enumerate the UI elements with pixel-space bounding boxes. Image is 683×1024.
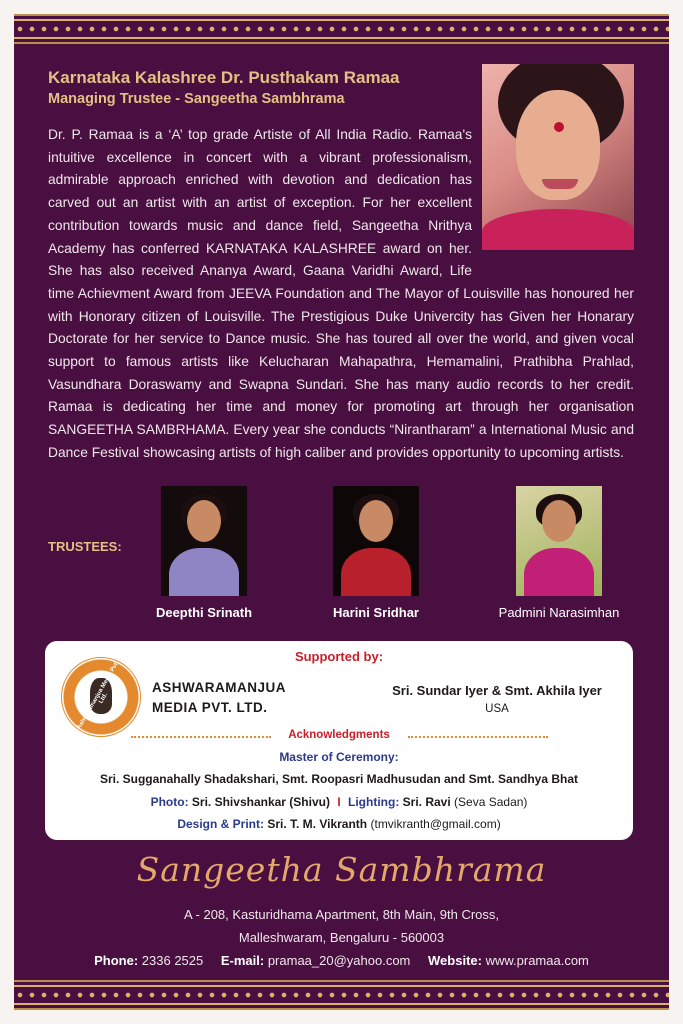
trustee-name: Padmini Narasimhan (498, 605, 620, 620)
lighting-label: Lighting: (348, 795, 400, 809)
lighting-credit: Sri. Ravi (402, 795, 451, 809)
company-name-line2: MEDIA PVT. LTD. (152, 700, 268, 715)
sponsor-individuals: Sri. Sundar Iyer & Smt. Akhila Iyer (392, 683, 602, 698)
bio-subtitle: Managing Trustee - Sangeetha Sambhrama (48, 91, 345, 107)
acknowledgments-heading: Acknowledgments (288, 729, 390, 741)
address-line1: A - 208, Kasturidhama Apartment, 8th Main, 9th Cross, (183, 907, 500, 922)
address-line2: Malleshwaram, Bengaluru - 560003 (238, 930, 445, 945)
company-name-line1: ASHWARAMANJUA (152, 680, 286, 695)
photo-credit: Sri. Shivshankar (Shivu) (191, 795, 330, 809)
design-email: (tmvikranth@gmail.com) (370, 817, 501, 831)
flyer-panel (14, 14, 669, 1010)
top-ornamental-border (14, 14, 669, 44)
logo-ring-text: Ashwaramanjua Media Pvt. Ltd. (76, 660, 121, 731)
design-print-credits (45, 817, 633, 831)
design-credit: Sri. T. M. Vikranth (267, 817, 368, 831)
photo-label: Photo: (150, 795, 189, 809)
email-address: pramaa_20@yahoo.com (267, 953, 411, 968)
phone-number: 2336 2525 (141, 953, 204, 968)
organisation-name: Sangeetha Sambhrama (136, 850, 547, 889)
phone-label: Phone: (94, 953, 139, 968)
trustee-card (484, 486, 634, 620)
ack-divider-right (408, 736, 548, 738)
photo-lighting-credits (45, 795, 633, 809)
bio-paragraph (48, 124, 634, 465)
bio-title: Karnataka Kalashree Dr. Pusthakam Ramaa (48, 68, 400, 87)
trustee-photo (333, 486, 419, 596)
sponsor-company (152, 678, 286, 718)
website-label: Website: (428, 953, 482, 968)
trustee-photo (516, 486, 602, 596)
master-of-ceremony-heading: Master of Ceremony: (279, 750, 399, 764)
trustee-name: Deepthi Srinath (155, 605, 253, 620)
trustee-card (129, 486, 279, 620)
trustee-name: Harini Sridhar (333, 605, 419, 620)
ashwaramanjua-logo (61, 657, 141, 737)
support-box (45, 641, 633, 840)
trustees-label: TRUSTEES: (48, 539, 122, 554)
portrait-text-wrap (482, 124, 634, 266)
design-label: Design & Print: (177, 817, 264, 831)
bio-text: Dr. P. Ramaa is a ‘A’ top grade Artiste of All India Radio. Ramaa's intuitive excellence in concert with a vibrant professionalism, admirable approach enriched with devotion and dedication has carved out an artist with an artist of exception. For her excellent contribution towards music and dance field, Sangeetha Nrithya Academy has conferred KARNATAKA KALASHREE award on her. She has also received Ananya Award, Gaana Varidhi Award, Life time Achievment Award from JEEVA Foundation and The Mayor of Louisville has honoured her with Honorary citizen of Louisville. The Prestigious Duke Univercity has Given her Honarary Doctorate for her service to Dance music. She has toured all over the world, and given vocal support to famous artists like Kelucharan Mahapathra, Hemamalini, Prathibha Prahlad, Vasundhara Doraswamy and Swapna Sundari. She has many audio records to her credit. Ramaa is dedicating her time and money for promoting art through her organisation SANGEETHA SAMBRHAMA. Every year she conducts “Nirantharam” a International Music and Dance Festival showcasing artists of high caliber and provides opportunity to upcoming artists. (48, 127, 634, 460)
trustee-card (301, 486, 451, 620)
contact-line (14, 953, 669, 968)
email-label: E-mail: (220, 953, 265, 968)
credit-separator: I (337, 795, 341, 809)
master-of-ceremony-names: Sri. Sugganahally Shadakshari, Smt. Roopasri Madhusudan and Smt. Sandhya Bhat (99, 772, 579, 786)
trustee-photo (161, 486, 247, 596)
bottom-ornamental-border (14, 980, 669, 1010)
website-url: www.pramaa.com (485, 953, 589, 968)
sponsor-location: USA (485, 703, 509, 715)
supported-by-heading: Supported by: (294, 649, 384, 664)
lighting-org: (Seva Sadan) (454, 795, 528, 809)
